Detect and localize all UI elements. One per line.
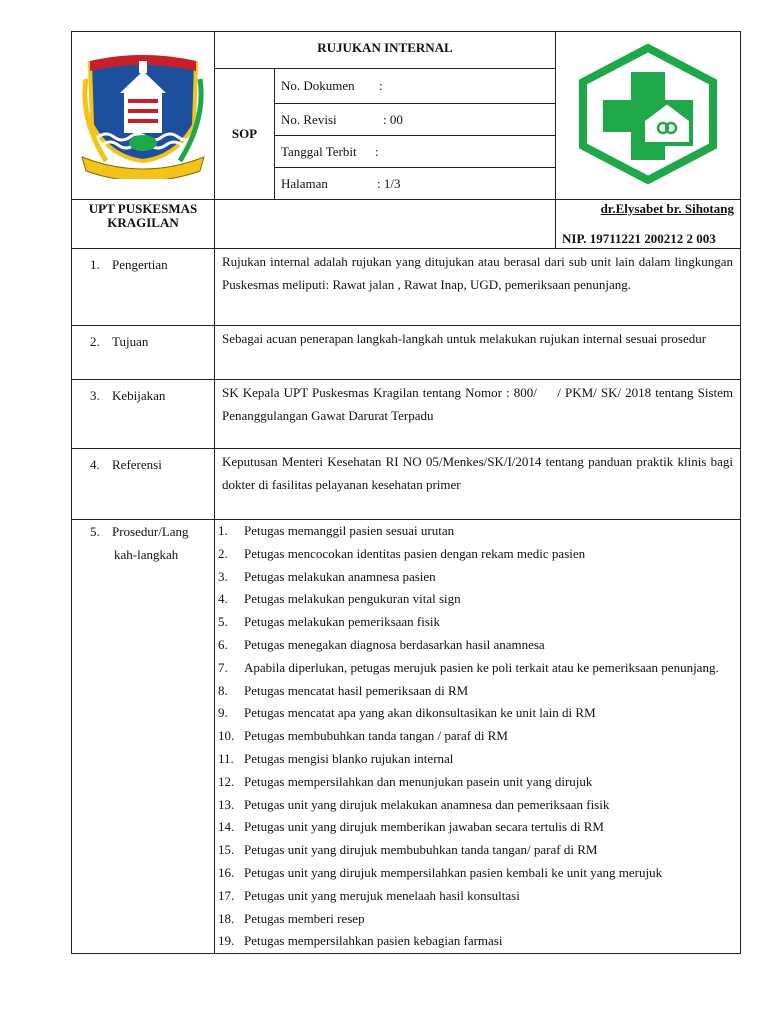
procedure-step <box>215 748 740 771</box>
step-number: 13. <box>218 796 235 812</box>
step-text: Petugas melakukan pemeriksaan fisik <box>244 614 441 630</box>
section-label: Referensi <box>112 457 162 472</box>
content-table <box>71 248 741 954</box>
step-number: 8. <box>218 682 228 698</box>
procedure-step <box>215 634 740 657</box>
procedure-step <box>215 588 740 611</box>
procedure-step <box>215 908 740 931</box>
section-label: Pengertian <box>112 257 168 272</box>
document-title: RUJUKAN INTERNAL <box>215 32 556 69</box>
meta-key: No. Revisi <box>281 111 337 127</box>
meta-issue-date <box>275 136 556 168</box>
step-text: Petugas unit yang dirujuk membubuhkan tanda tangan/ paraf di RM <box>244 842 598 858</box>
procedure-step <box>215 816 740 839</box>
section-label-prosedur <box>72 520 215 954</box>
sop-label: SOP <box>215 69 275 200</box>
regional-emblem-cell <box>72 32 215 200</box>
signer-nip: NIP. 19711221 200212 2 003 <box>562 231 716 246</box>
section-label: Tujuan <box>112 334 149 349</box>
step-number: 14. <box>218 819 235 835</box>
step-number: 15. <box>218 842 235 858</box>
section-label: Kebijakan <box>112 388 166 403</box>
step-text: Petugas unit yang merujuk menelaah hasil konsultasi <box>244 887 520 903</box>
section-number: 3. <box>90 388 100 403</box>
procedure-step <box>215 702 740 725</box>
section-text-tujuan: Sebagai acuan penerapan langkah-langkah untuk melakukan rujukan internal sesuai prosedur <box>215 326 741 380</box>
procedure-step <box>215 771 740 794</box>
meta-revision <box>275 104 556 136</box>
step-text: Petugas mencocokan identitas pasien dengan rekam medic pasien <box>244 545 586 561</box>
meta-sep: : <box>375 143 379 159</box>
step-text: Petugas memanggil pasien sesuai urutan <box>244 523 455 538</box>
step-number: 3. <box>218 568 228 584</box>
meta-document-number <box>275 69 556 104</box>
org-line: UPT PUSKESMAS <box>88 201 198 216</box>
step-number: 12. <box>218 773 235 789</box>
step-text: Petugas membubuhkan tanda tangan / paraf di RM <box>244 728 508 744</box>
blank-cell <box>215 200 556 249</box>
procedure-step <box>215 794 740 817</box>
header-table <box>71 31 741 249</box>
step-number: 5. <box>218 614 228 630</box>
section-number: 2. <box>90 334 100 349</box>
organization-name <box>72 200 215 249</box>
signer-block <box>556 200 741 249</box>
procedure-step <box>215 657 740 680</box>
meta-key: Halaman <box>281 175 328 191</box>
section-text-pengertian: Rujukan internal adalah rujukan yang ditujukan atau berasal dari sub unit lain dalam lingkungan Puskesmas meliputi: Rawat jalan , Rawat Inap, UGD, pemeriksaan penunjang. <box>215 249 741 326</box>
procedure-steps-cell <box>215 520 741 954</box>
section-number: 5. <box>90 524 100 539</box>
procedure-step <box>215 543 740 566</box>
step-text: Petugas melakukan pengukuran vital sign <box>244 591 461 607</box>
section-label-referensi <box>72 449 215 520</box>
org-line: KRAGILAN <box>107 215 179 230</box>
procedure-step <box>215 566 740 589</box>
step-number: 9. <box>218 705 228 721</box>
step-text: Petugas mencatat apa yang akan dikonsultasikan ke unit lain di RM <box>244 705 596 721</box>
meta-sep: : <box>379 78 383 93</box>
step-text: Petugas unit yang dirujuk melakukan anamnesa dan pemeriksaan fisik <box>244 796 610 812</box>
puskesmas-logo-icon <box>573 44 723 184</box>
step-text: Petugas mencatat hasil pemeriksaan di RM <box>244 682 469 698</box>
signer-name: dr.Elysabet br. Sihotang <box>600 201 734 216</box>
puskesmas-logo-cell <box>556 32 741 200</box>
meta-value: 00 <box>389 111 403 127</box>
meta-key: Tanggal Terbit <box>281 143 357 159</box>
step-text: Petugas mempersilahkan pasien kebagian farmasi <box>244 933 503 949</box>
meta-page <box>275 168 556 200</box>
section-label-pengertian <box>72 249 215 326</box>
sop-document <box>71 31 740 954</box>
step-number: 19. <box>218 933 235 949</box>
procedure-steps-list <box>215 520 740 953</box>
step-text: Petugas memberi resep <box>244 910 365 926</box>
section-text-referensi: Keputusan Menteri Kesehatan RI NO 05/Menkes/SK/I/2014 tentang panduan praktik klinis bagi dokter di fasilitas pelayanan kesehatan primer <box>215 449 741 520</box>
step-number: 7. <box>218 659 228 675</box>
procedure-step <box>215 885 740 908</box>
step-number: 1. <box>218 523 228 538</box>
meta-key: No. Dokumen <box>281 78 355 93</box>
section-label-tujuan <box>72 326 215 380</box>
meta-sep: : <box>377 175 381 191</box>
step-number: 16. <box>218 864 235 880</box>
step-text: Petugas mempersilahkan dan menunjukan pasein unit yang dirujuk <box>244 773 593 789</box>
step-text: Petugas menegakan diagnosa berdasarkan hasil anamnesa <box>244 636 545 652</box>
step-text: Petugas mengisi blanko rujukan internal <box>244 750 454 766</box>
procedure-step <box>215 862 740 885</box>
step-text: Apabila diperlukan, petugas merujuk pasien ke poli terkait atau ke pemeriksaan penunjang. <box>244 659 719 675</box>
step-number: 11. <box>218 750 234 766</box>
step-number: 17. <box>218 887 235 903</box>
step-number: 2. <box>218 545 228 561</box>
procedure-step <box>215 839 740 862</box>
step-number: 10. <box>218 728 235 744</box>
section-label-kebijakan <box>72 380 215 449</box>
procedure-step <box>215 520 740 543</box>
procedure-step <box>215 611 740 634</box>
step-number: 18. <box>218 910 235 926</box>
procedure-step <box>215 725 740 748</box>
step-number: 6. <box>218 636 228 652</box>
section-label-cont: kah-langkah <box>114 547 179 562</box>
step-text: Petugas unit yang dirujuk mempersilahkan pasien kembali ke unit yang merujuk <box>244 864 663 880</box>
section-number: 1. <box>90 257 100 272</box>
meta-sep: : <box>383 111 387 127</box>
section-number: 4. <box>90 457 100 472</box>
procedure-step <box>215 930 740 953</box>
step-number: 4. <box>218 591 228 607</box>
procedure-step <box>215 680 740 703</box>
step-text: Petugas unit yang dirujuk memberikan jawaban secara tertulis di RM <box>244 819 604 835</box>
meta-value: 1/3 <box>383 175 401 191</box>
step-text: Petugas melakukan anamnesa pasien <box>244 568 436 584</box>
section-label: Prosedur/Lang <box>112 524 189 539</box>
section-text-kebijakan: SK Kepala UPT Puskesmas Kragilan tentang Nomor : 800/ / PKM/ SK/ 2018 tentang Sistem Penanggulangan Gawat Darurat Terpadu <box>215 380 741 449</box>
regional-emblem-icon <box>76 49 210 179</box>
